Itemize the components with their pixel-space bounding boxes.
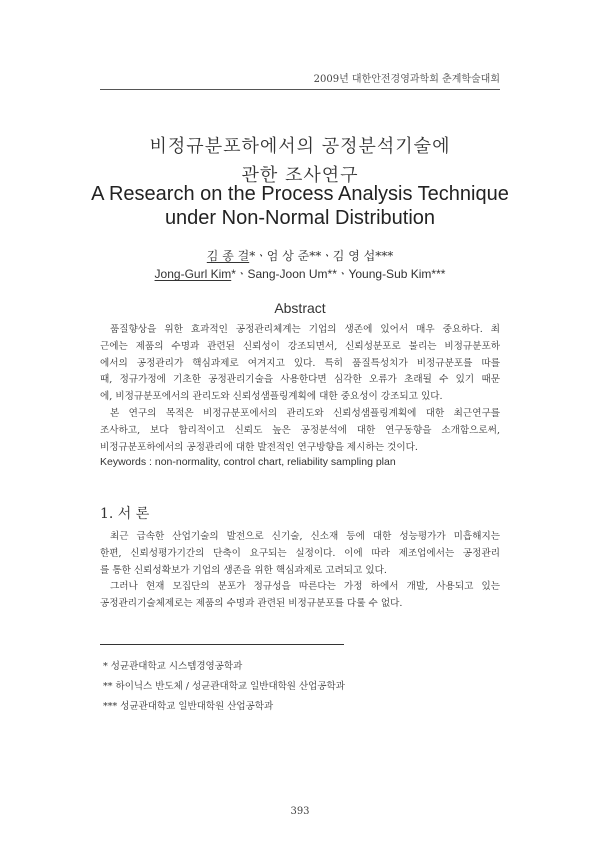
page-number: 393 (290, 806, 310, 817)
abstract-line: 조사하고, 보다 합리적이고 신뢰도 높은 공정분석에 대한 연구동향을 소개함으로써, (100, 424, 500, 436)
introduction-body (100, 529, 500, 613)
authors-korean (0, 247, 600, 264)
abstract-line: 에, 비정규분포에서의 관리도와 신뢰성샘플링계획에 대한 중요성이 강조되고 있다. (100, 391, 443, 403)
other-authors-korean: *ㆍ엄 상 준**ㆍ김 영 섭*** (249, 249, 394, 263)
keywords: Keywords : non-normality, control chart, reliability sampling plan (100, 456, 396, 468)
first-author-korean: 김 종 걸 (206, 249, 250, 263)
introduction-line: 를 통한 신뢰성확보가 기업의 생존을 위한 핵심과제로 고려되고 있다. (100, 564, 387, 576)
abstract-line: 때, 정규가정에 기초한 공정관리기술을 사용한다면 심각한 오류가 초래될 수 있기 때문 (100, 374, 500, 386)
title-korean-line2: 관한 조사연구 (241, 165, 359, 186)
footnote-rule (100, 644, 344, 645)
title-korean-line1: 비정규분포하에서의 공정분석기술에 (149, 136, 451, 157)
abstract-body (100, 322, 500, 456)
footnote-affiliation-1: * 성균관대학교 시스템경영공학과 (103, 661, 243, 672)
introduction-line: 공정관리기술체제로는 제품의 수명과 관련된 비정규분포를 다룰 수 없다. (100, 598, 403, 610)
title-english-line2: under Non-Normal Distribution (164, 207, 436, 229)
abstract-heading: Abstract (274, 300, 326, 316)
introduction-line: 그러나 현재 모집단의 분포가 정규성을 따른다는 가정 하에서 개발, 사용되고 있는 (110, 581, 500, 593)
abstract-line: 근에는 제품의 수명과 관련된 신뢰성이 강조되면서, 신뢰성분포로 불리는 비정규분포하 (100, 340, 500, 352)
abstract-line: 비정규분포하에서의 공정관리에 대한 발전적인 연구방향을 제시하는 것이다. (100, 441, 418, 453)
footnote-affiliation-2: ** 하이닉스 반도체 / 성균관대학교 일반대학원 산업공학과 (103, 681, 345, 692)
section-heading-introduction: 1. 서 론 (100, 506, 150, 522)
footnote-affiliation-3: *** 성균관대학교 일반대학원 산업공학과 (103, 701, 274, 712)
conference-header: 2009년 대한안전경영과학회 춘계학술대회 (313, 74, 500, 85)
abstract-line: 본 연구의 목적은 비정규분포에서의 관리도와 신뢰성샘플링계획에 대한 최근연구를 (110, 407, 500, 419)
abstract-line: 품질향상을 위한 효과적인 공정관리체계는 기업의 생존에 있어서 매우 중요하다. 최 (110, 324, 500, 335)
abstract-line: 에서의 공정관리가 핵심과제로 여겨지고 있다. 특히 품질특성치가 비정규분포를 따를 (100, 357, 500, 369)
introduction-line: 최근 급속한 산업기술의 발전으로 신기술, 신소재 등에 대한 성능평가가 미흡해지는 (110, 531, 500, 542)
first-author-english: Jong-Gurl Kim (154, 267, 232, 281)
other-authors-english: *ㆍSang-Joon Um**ㆍYoung-Sub Kim*** (231, 267, 446, 281)
header-rule (100, 89, 500, 90)
introduction-line: 한편, 신뢰성평가기간의 단축이 요구되는 실정이다. 이에 따라 제조업에서는 공정관리 (100, 547, 500, 559)
authors-english (0, 265, 600, 282)
title-english-line1: A Research on the Process Analysis Technique (91, 183, 509, 205)
